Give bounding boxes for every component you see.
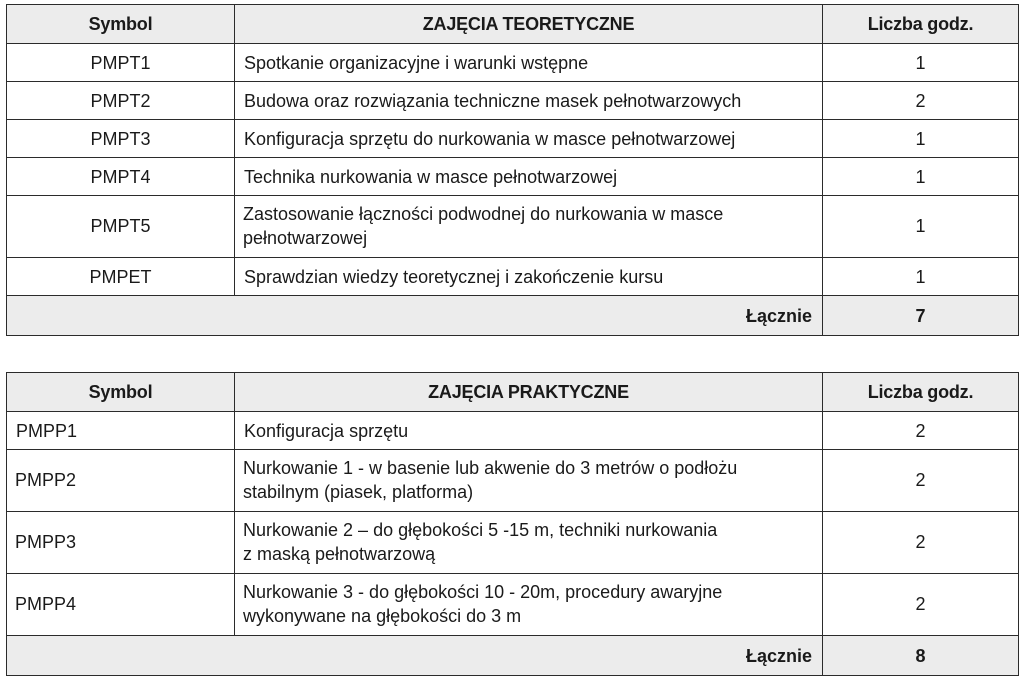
description-cell <box>235 196 823 258</box>
table-header-row <box>7 5 1019 44</box>
hours-cell: 1 <box>823 258 1019 296</box>
hours-cell: 1 <box>823 196 1019 258</box>
description-line: Nurkowanie 2 – do głębokości 5 -15 m, techniki nurkowania <box>243 520 718 540</box>
symbol-cell: PMPP2 <box>7 450 235 512</box>
total-label: Łącznie <box>7 636 823 676</box>
symbol-cell: PMPET <box>7 258 235 296</box>
table-row <box>7 512 1019 574</box>
hours-header: Liczba godz. <box>823 5 1019 44</box>
symbol-header: Symbol <box>7 5 235 44</box>
symbol-cell: PMPT5 <box>7 196 235 258</box>
description-line: wykonywane na głębokości do 3 m <box>243 606 522 626</box>
symbol-cell: PMPP1 <box>7 412 235 450</box>
description-line: stabilnym (piasek, platforma) <box>243 482 474 502</box>
description-cell: Spotkanie organizacyjne i warunki wstępne <box>235 44 823 82</box>
table-row <box>7 120 1019 158</box>
table-row <box>7 196 1019 258</box>
table-row <box>7 450 1019 512</box>
table-row <box>7 258 1019 296</box>
table-row <box>7 82 1019 120</box>
hours-cell: 1 <box>823 158 1019 196</box>
hours-cell: 1 <box>823 120 1019 158</box>
description-line: z maską pełnotwarzową <box>243 544 436 564</box>
theory-table <box>6 4 1019 336</box>
hours-cell: 1 <box>823 44 1019 82</box>
description-cell: Budowa oraz rozwiązania techniczne masek pełnotwarzowych <box>235 82 823 120</box>
symbol-cell: PMPT3 <box>7 120 235 158</box>
description-cell: Konfiguracja sprzętu do nurkowania w masce pełnotwarzowej <box>235 120 823 158</box>
symbol-header: Symbol <box>7 373 235 412</box>
description-cell <box>235 574 823 636</box>
symbol-cell: PMPT2 <box>7 82 235 120</box>
table-header-row <box>7 373 1019 412</box>
description-line: Nurkowanie 1 - w basenie lub akwenie do 3 metrów o podłożu <box>243 458 738 478</box>
hours-cell: 2 <box>823 412 1019 450</box>
symbol-cell: PMPP4 <box>7 574 235 636</box>
total-value: 8 <box>823 636 1019 676</box>
symbol-cell: PMPP3 <box>7 512 235 574</box>
description-line: Nurkowanie 3 - do głębokości 10 - 20m, procedury awaryjne <box>243 582 723 602</box>
description-cell: Konfiguracja sprzętu <box>235 412 823 450</box>
hours-cell: 2 <box>823 512 1019 574</box>
hours-cell: 2 <box>823 450 1019 512</box>
description-cell: Technika nurkowania w masce pełnotwarzowej <box>235 158 823 196</box>
hours-header: Liczba godz. <box>823 373 1019 412</box>
description-cell: Sprawdzian wiedzy teoretycznej i zakończenie kursu <box>235 258 823 296</box>
theory-title-header: ZAJĘCIA TEORETYCZNE <box>235 5 823 44</box>
total-row <box>7 296 1019 336</box>
hours-cell: 2 <box>823 82 1019 120</box>
description-line: Zastosowanie łączności podwodnej do nurkowania w masce <box>243 204 724 224</box>
table-row <box>7 44 1019 82</box>
practice-title-header: ZAJĘCIA PRAKTYCZNE <box>235 373 823 412</box>
total-value: 7 <box>823 296 1019 336</box>
hours-cell: 2 <box>823 574 1019 636</box>
symbol-cell: PMPT1 <box>7 44 235 82</box>
table-row <box>7 574 1019 636</box>
description-cell <box>235 450 823 512</box>
table-row <box>7 158 1019 196</box>
table-row <box>7 412 1019 450</box>
description-line: pełnotwarzowej <box>243 228 368 248</box>
description-cell <box>235 512 823 574</box>
practice-table <box>6 372 1019 676</box>
symbol-cell: PMPT4 <box>7 158 235 196</box>
total-label: Łącznie <box>7 296 823 336</box>
total-row <box>7 636 1019 676</box>
